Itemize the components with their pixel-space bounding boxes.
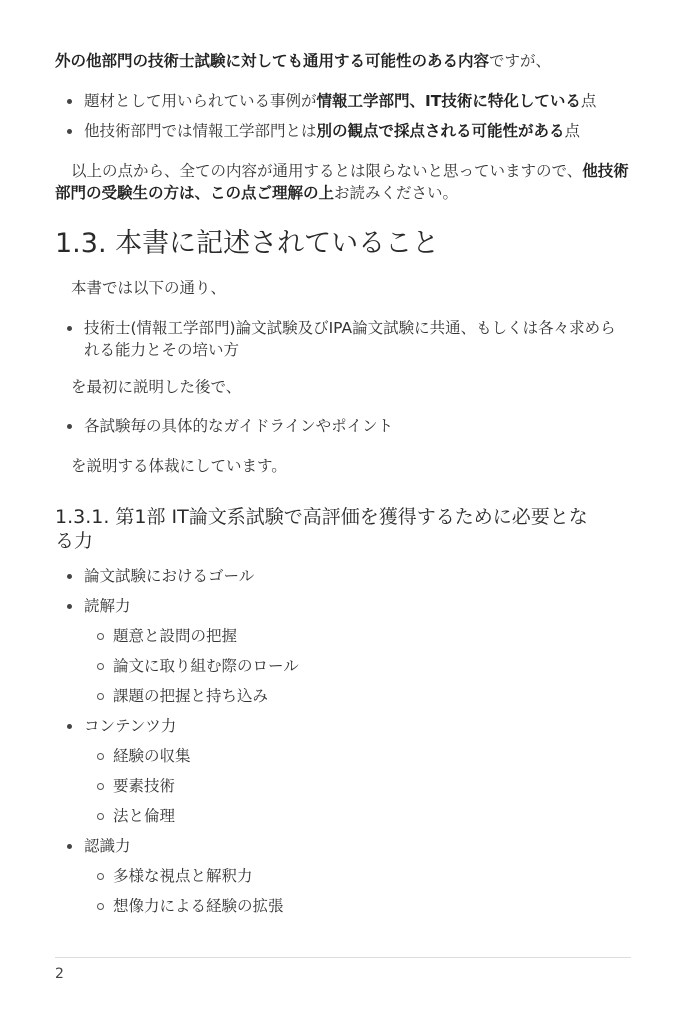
list-item-label: 論文試験におけるゴール: [84, 567, 255, 585]
bullet-circle-icon: [97, 873, 104, 880]
list-item: [67, 565, 254, 587]
conclusion-bold-1: 他技術: [582, 162, 629, 180]
bullet-circle-icon: [97, 693, 104, 700]
list-item-label: コンテンツ力: [84, 717, 177, 735]
intro-line: [55, 50, 551, 72]
bullet-dot-icon: [67, 99, 72, 104]
bullet-text: 各試験毎の具体的なガイドラインやポイント: [84, 417, 394, 435]
section-lead: 本書では以下の通り、: [71, 279, 227, 297]
sub-list-item: [97, 895, 284, 917]
sub-list-item-label: 想像力による経験の拡張: [113, 897, 284, 915]
bullet-dot-icon: [67, 844, 72, 849]
section-end: を説明する体裁にしています。: [71, 457, 287, 475]
sub-list-item: [97, 775, 175, 797]
bullet-dot-icon: [67, 129, 72, 134]
bullet-text-post: 点: [564, 122, 581, 140]
list-item: [67, 715, 176, 737]
sub-list-item-label: 経験の収集: [113, 747, 191, 765]
sub-list-item: [97, 685, 268, 707]
conclusion-post: お読みください。: [334, 184, 459, 202]
bullet-dot-icon: [67, 574, 72, 579]
intro-rest: ですが、: [489, 52, 552, 70]
list-item: [67, 835, 131, 857]
subsection-title: [55, 505, 588, 553]
conclusion-line-2: [55, 182, 458, 204]
section-title: 1.3. 本書に記述されていること: [55, 228, 440, 259]
sub-list-item-label: 要素技術: [113, 777, 176, 795]
sub-list-item: [97, 655, 299, 677]
sub-list-item-label: 多様な視点と解釈力: [113, 867, 253, 885]
bullet-circle-icon: [97, 783, 104, 790]
sub-list-item: [97, 865, 253, 887]
conclusion-line-1: [55, 160, 629, 182]
sub-list-item: [97, 805, 175, 827]
sub-list-item-label: 論文に取り組む際のロール: [113, 657, 299, 675]
subsection-title-line-2: る力: [55, 530, 94, 552]
sub-list-item: [97, 745, 191, 767]
bullet-text-cont: れる能力とその培い方: [84, 341, 240, 359]
conclusion-pre: 以上の点から、全ての内容が通用するとは限らないと思っていますので、: [71, 162, 583, 180]
bullet-circle-icon: [97, 663, 104, 670]
bullet-circle-icon: [97, 753, 104, 760]
list-item: [67, 595, 131, 617]
bullet-text: 技術士(情報工学部門)論文試験及びIPA論文試験に共通、もしくは各々求めら: [84, 319, 616, 337]
sub-list-item-label: 題意と設問の把握: [113, 627, 238, 645]
intro-bold: 外の他部門の技術士試験に対しても通用する可能性のある内容: [55, 52, 490, 70]
conclusion-bold-2: 部門の受験生の方は、この点ご理解の上: [55, 184, 335, 202]
bullet-text-pre: 他技術部門では情報工学部門とは: [84, 122, 317, 140]
list-item-label: 認識力: [84, 837, 131, 855]
bullet-text-bold: 情報工学部門、IT技術に特化している: [316, 92, 581, 110]
list-item: [67, 90, 596, 112]
bullet-circle-icon: [97, 633, 104, 640]
bullet-text-bold: 別の観点で採点される可能性がある: [316, 122, 565, 140]
section-middle: を最初に説明した後で、: [71, 378, 242, 396]
bullet-text-post: 点: [580, 92, 597, 110]
subsection-title-line-1: 1.3.1. 第1部 IT論文系試験で高評価を獲得するために必要とな: [55, 506, 588, 528]
page-number: 2: [55, 966, 64, 982]
sub-list-item-label: 法と倫理: [113, 807, 176, 825]
list-item: [67, 120, 580, 142]
bullet-dot-icon: [67, 724, 72, 729]
sub-list-item: [97, 625, 237, 647]
bullet-dot-icon: [67, 424, 72, 429]
bullet-dot-icon: [67, 604, 72, 609]
list-item: [67, 415, 393, 437]
bullet-circle-icon: [97, 813, 104, 820]
sub-list-item-label: 課題の把握と持ち込み: [113, 687, 269, 705]
bullet-dot-icon: [67, 326, 72, 331]
list-item: [67, 317, 616, 361]
list-item-label: 読解力: [84, 597, 131, 615]
footer-divider: [55, 957, 631, 958]
bullet-text-pre: 題材として用いられている事例が: [84, 92, 317, 110]
bullet-circle-icon: [97, 903, 104, 910]
